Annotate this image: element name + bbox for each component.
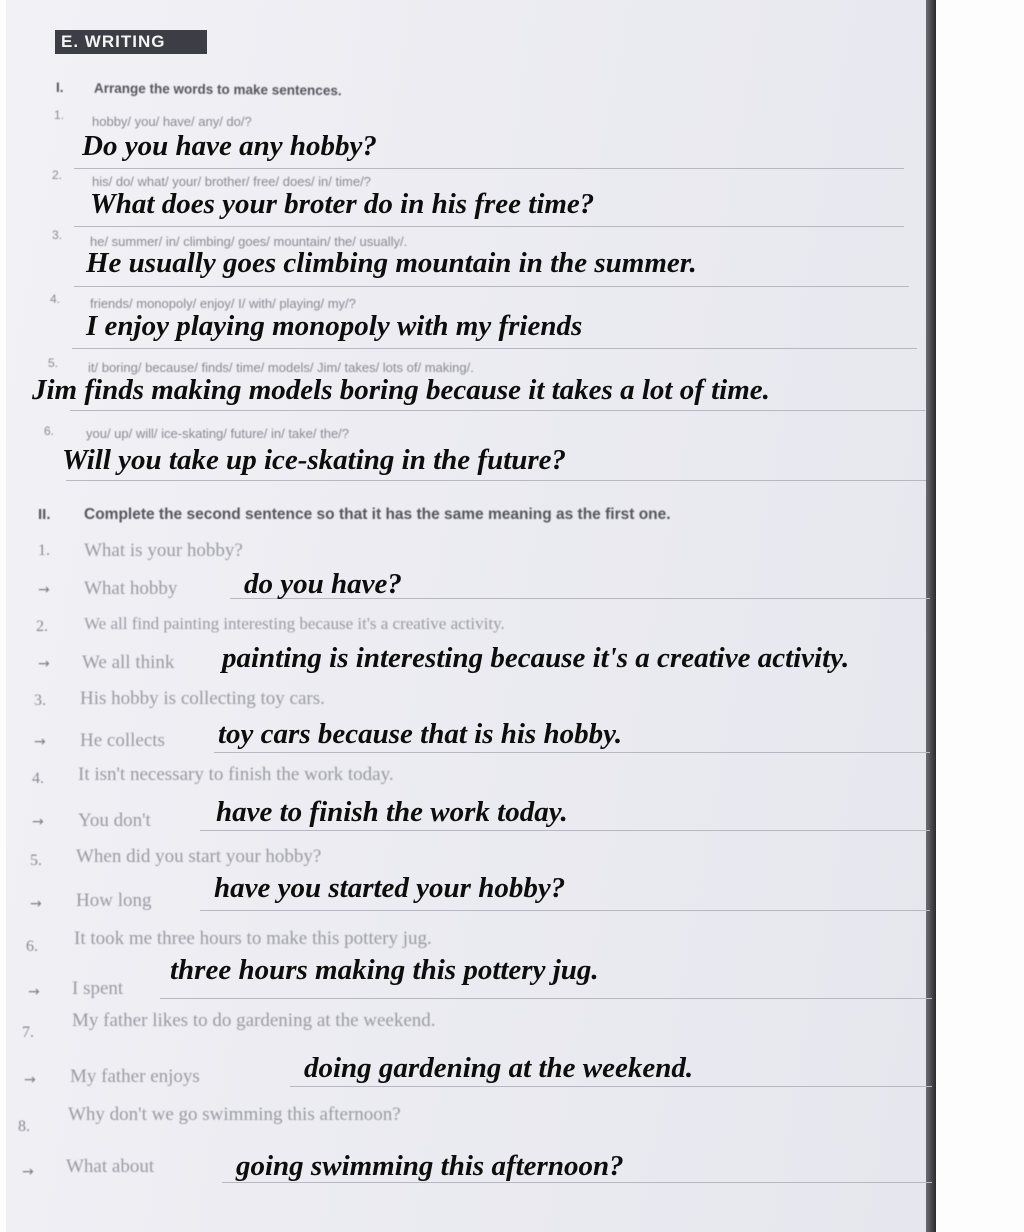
p2-item-answer: have you started your hobby? [214,872,566,904]
p2-item-answer: three hours making this pottery jug. [170,954,599,986]
p1-item-prompt: it/ boring/ because/ finds/ time/ models/ Jim/ takes/ lots of/ making/. [88,360,474,375]
p2-item-answer: painting is interesting because it's a creative activity. [222,642,850,674]
p2-item-number: 2. [36,618,48,635]
p2-item-original: We all find painting interesting because it's a creative activity. [84,614,505,633]
answer-line [200,910,930,911]
arrow-icon: → [32,814,44,830]
p1-item-number: 4. [50,292,61,306]
p2-item-number: 1. [38,542,50,559]
part1-instruction: Arrange the words to make sentences. [93,80,342,99]
answer-line [290,1086,932,1087]
arrow-icon: → [38,582,50,598]
p1-item-prompt: he/ summer/ in/ climbing/ goes/ mountain/ the/ usually/. [90,234,408,249]
p2-item-starter: I spent [72,978,124,999]
answer-line [74,286,909,287]
p1-item-answer: He usually goes climbing mountain in the summer. [86,247,697,279]
p2-item-original: Why don't we go swimming this afternoon? [68,1104,401,1125]
p2-item-answer: do you have? [244,568,402,600]
p1-item-number: 2. [52,168,63,182]
arrow-icon: → [22,1164,34,1180]
p1-item-prompt: friends/ monopoly/ enjoy/ I/ with/ playing/ my/? [90,296,356,311]
p2-item-number: 3. [34,692,46,709]
part2-label: II. [38,506,51,523]
p2-item-original: It isn't necessary to finish the work today. [78,764,394,785]
p2-item-original: His hobby is collecting toy cars. [80,688,325,709]
p1-item-answer: Jim finds making models boring because it takes a lot of time. [32,374,770,406]
p2-item-number: 4. [32,770,44,787]
answer-line [160,998,932,999]
arrow-icon: → [34,734,46,750]
p1-item-number: 3. [52,228,63,242]
section-badge: E. WRITING [55,30,207,54]
answer-line [72,348,917,349]
p2-item-starter: You don't [78,810,151,831]
answer-line [66,480,926,481]
p2-item-starter: What about [66,1156,155,1177]
p2-item-number: 8. [18,1118,30,1135]
p2-item-starter: How long [76,890,152,911]
p1-item-prompt: you/ up/ will/ ice-skating/ future/ in/ take/ the/? [86,426,350,441]
p2-item-starter: What hobby [84,578,178,599]
p1-item-answer: I enjoy playing monopoly with my friends [86,310,583,342]
p1-item-number: 1. [54,108,65,122]
p2-item-original: It took me three hours to make this pottery jug. [74,928,432,949]
p2-item-starter: He collects [80,730,165,751]
p2-item-number: 7. [22,1024,34,1041]
p1-item-prompt: his/ do/ what/ your/ brother/ free/ does/ in/ time/? [92,174,371,189]
p1-item-answer: Will you take up ice-skating in the future? [62,444,567,476]
p2-item-answer: doing gardening at the weekend. [304,1052,694,1084]
answer-line [74,168,904,169]
answer-line [214,752,930,753]
arrow-icon: → [38,656,50,672]
p1-item-number: 6. [44,424,55,438]
p2-item-original: My father likes to do gardening at the weekend. [72,1010,436,1031]
part1-label: I. [56,80,64,95]
answer-line [200,830,930,831]
part2-instruction: Complete the second sentence so that it has the same meaning as the first one. [84,506,671,523]
p2-item-answer: going swimming this afternoon? [236,1150,624,1182]
page-edge-shadow [926,0,936,1232]
p1-item-answer: Do you have any hobby? [82,130,377,162]
arrow-icon: → [30,896,42,912]
arrow-icon: → [28,984,40,1000]
p2-item-answer: toy cars because that is his hobby. [218,718,623,750]
p1-item-number: 5. [48,356,59,370]
p2-item-number: 6. [26,938,38,955]
p2-item-answer: have to finish the work today. [216,796,568,828]
p2-item-original: When did you start your hobby? [76,846,322,867]
p2-item-number: 5. [30,852,42,869]
answer-line [74,226,904,227]
p1-item-prompt: hobby/ you/ have/ any/ do/? [92,114,252,129]
p2-item-starter: My father enjoys [70,1066,200,1087]
arrow-icon: → [24,1072,36,1088]
p1-item-answer: What does your broter do in his free time? [90,188,595,220]
p2-item-starter: We all think [82,652,175,673]
answer-line [70,410,925,411]
p2-item-original: What is your hobby? [84,540,243,561]
